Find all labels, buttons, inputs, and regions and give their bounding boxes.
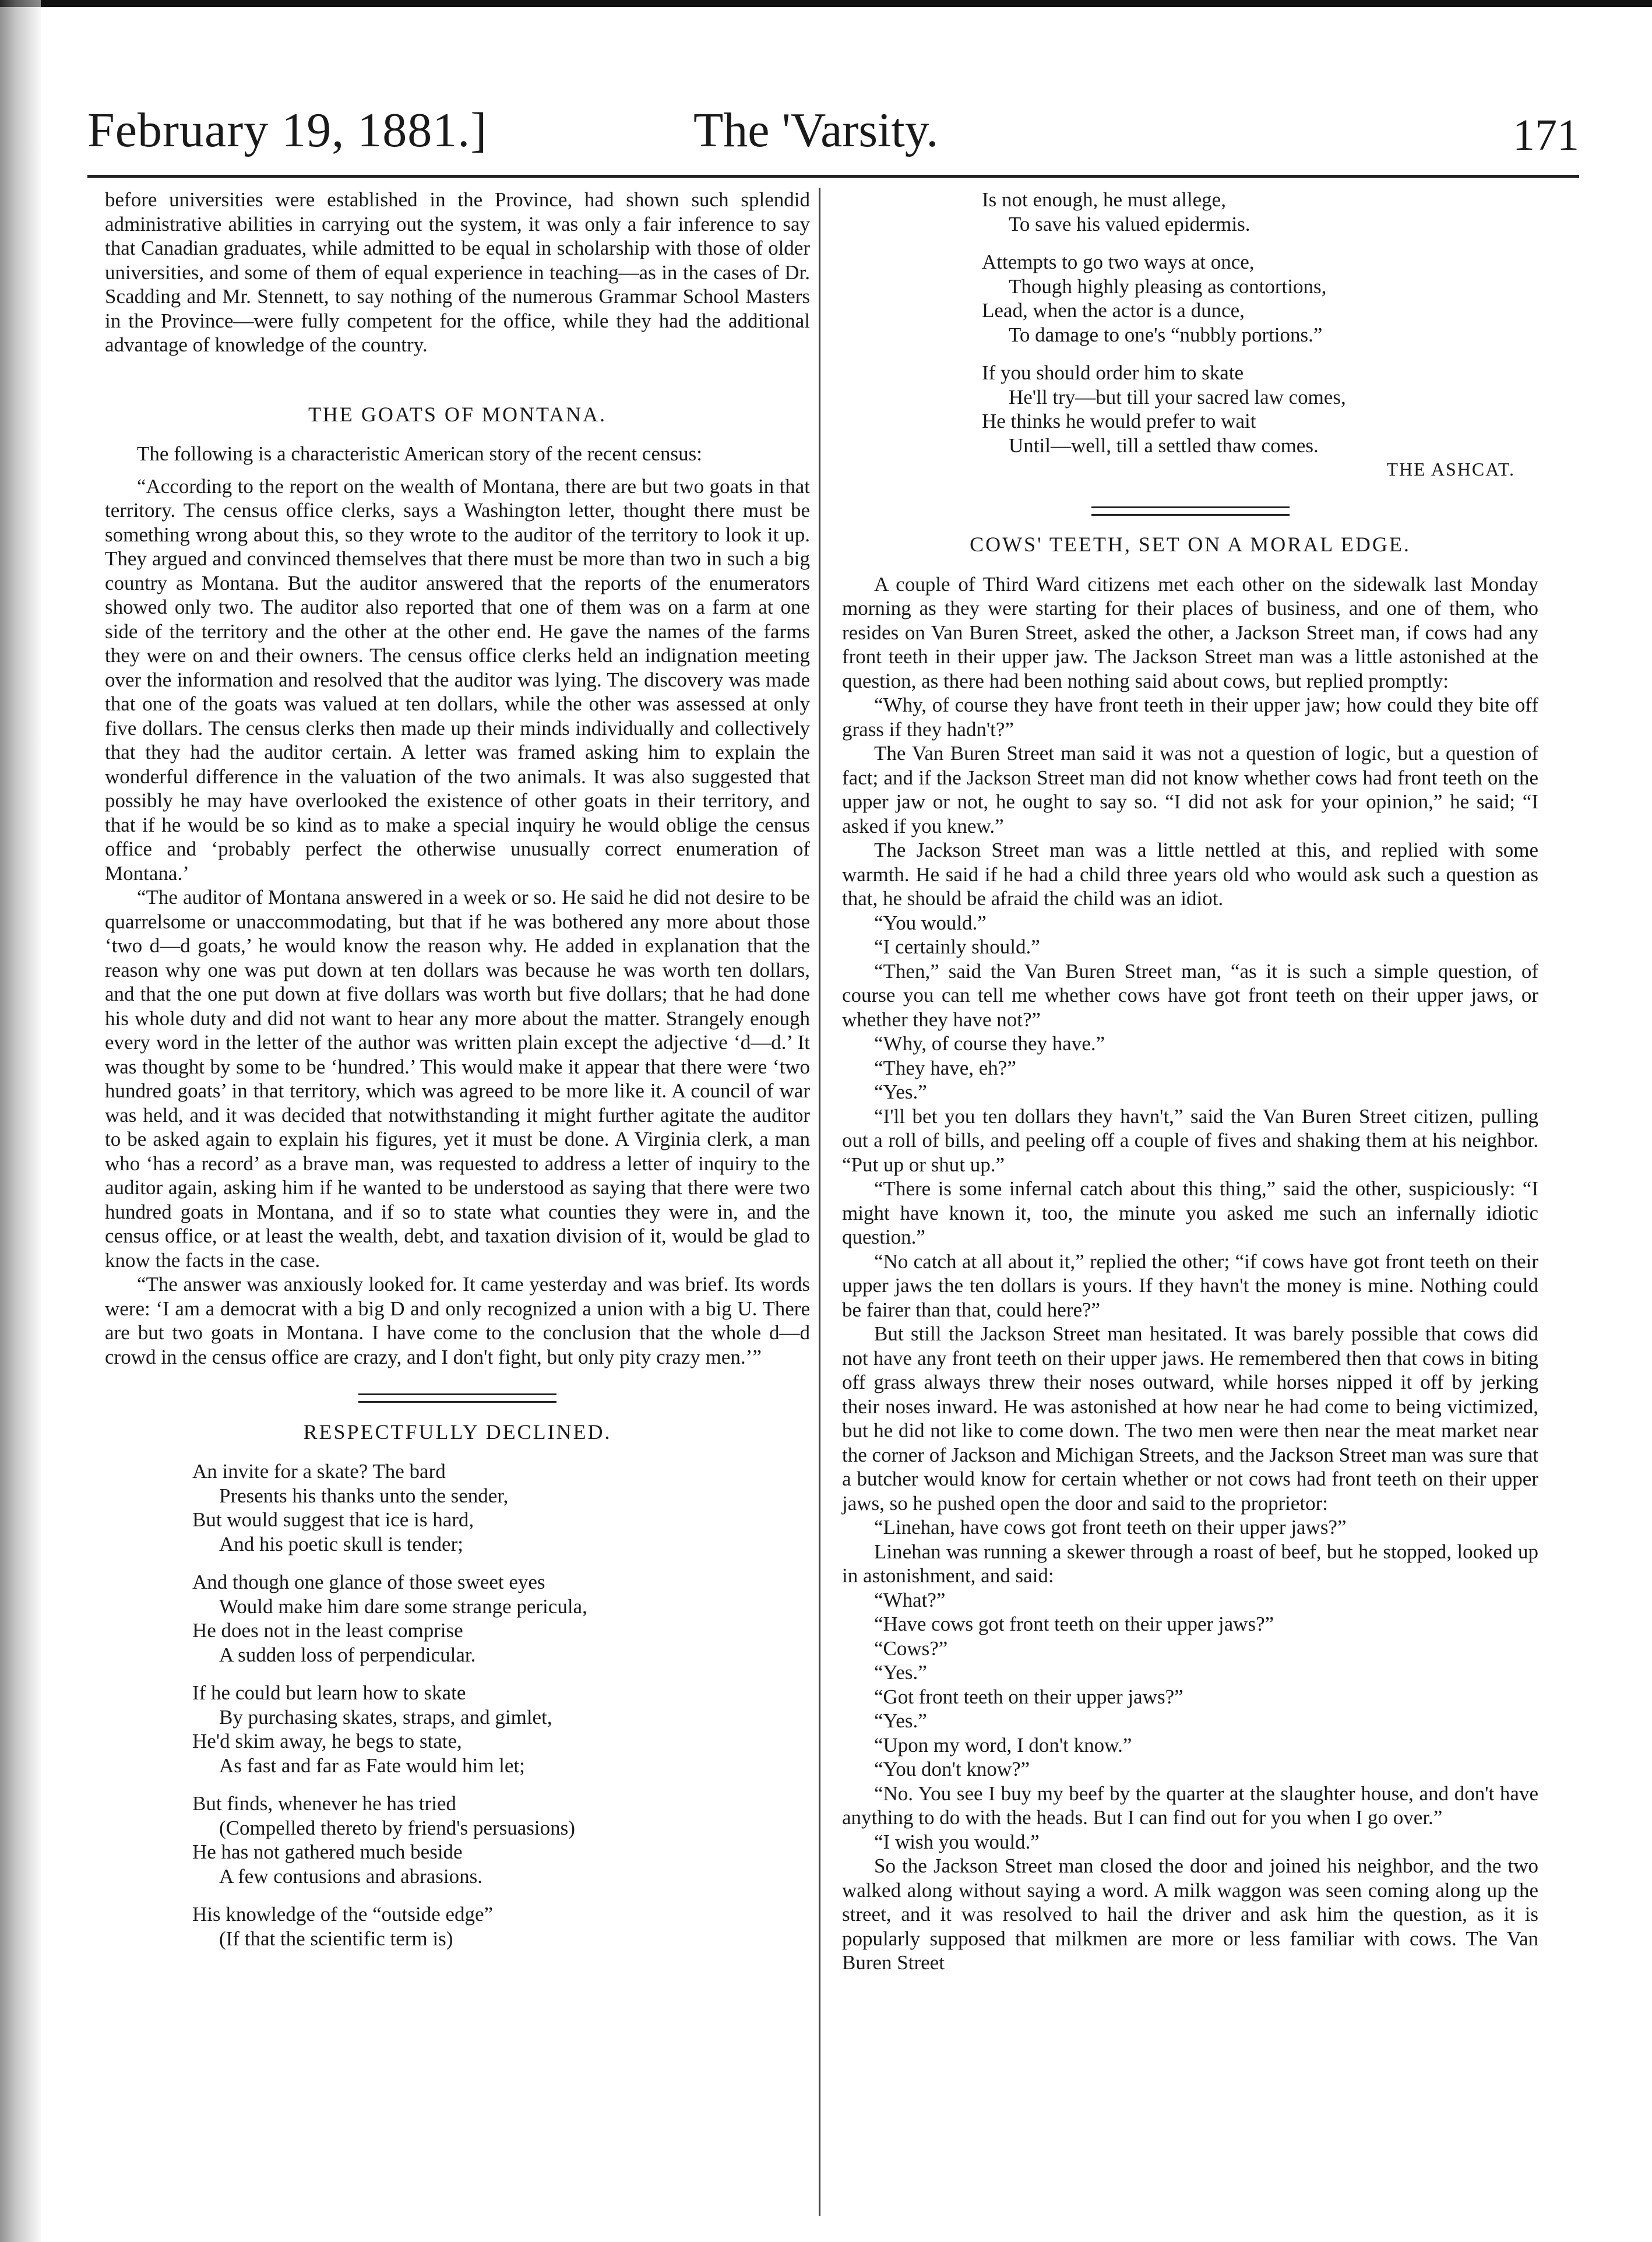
header-rule — [87, 175, 1579, 178]
poem-line: An invite for a skate? The bard — [192, 1460, 446, 1483]
article-paragraph: But still the Jackson Street man hesitated. It was barely possible that cows did not have any front teeth on their upper jaws. He remembered then that cows in biting off grass always threw their noses outward, while horses nipped it off by jerking their noses inward. He was astonished at how near he had come to being victimized, but he did not like to come down. The two men were then near the meat market near the corner of Jackson and Michigan Streets, and the Jackson Street man was sure that a butcher would know for certain whether or not cows had front teeth on their upper jaws, so he pushed open the door and said to the proprietor: — [842, 1322, 1538, 1515]
poem-line: (If that the scientific term is) — [219, 1927, 453, 1950]
poem-line: He'd skim away, he begs to state, — [192, 1730, 462, 1752]
poem-line: Until—well, till a settled thaw comes. — [1009, 434, 1319, 457]
article-paragraph: So the Jackson Street man closed the door and joined his neighbor, and the two walked along without saying a word. A milk waggon was seen coming along up the street, and it was resolved to hail the driver and ask him the question, as it is popularly supposed that milkmen are more or less familiar with cows. The Van Buren Street — [842, 1854, 1538, 1974]
article-paragraph: “You don't know?” — [874, 1758, 1030, 1780]
poem-line: Attempts to go two ways at once, — [982, 251, 1255, 273]
poem-line: Though highly pleasing as contortions, — [1009, 274, 1327, 298]
article-paragraph: The Van Buren Street man said it was not a question of logic, but a question of fact; and if the Jackson Street man did not know whether cows had front teeth on the upper jaw or not, he ought to say so. “I did not ask for your opinion,” he said; “I asked if you knew.” — [842, 742, 1538, 837]
column-divider — [819, 188, 820, 2216]
poem-stanza — [192, 1902, 810, 1951]
page-header — [87, 102, 1579, 166]
article-paragraph: “I certainly should.” — [874, 935, 1040, 958]
poem-line: But would suggest that ice is hard, — [192, 1508, 474, 1531]
poem-heading: RESPECTFULLY DECLINED. — [303, 1420, 612, 1444]
article-paragraph: “No catch at all about it,” replied the other; “if cows have got front teeth on their upper jaws the ten dollars is yours. If they havn't the money is mine. Nothing could be fairer than that, could here?” — [842, 1250, 1538, 1321]
poem-line: To damage to one's “nubbly portions.” — [1009, 323, 1323, 346]
ornamental-rule — [105, 1384, 810, 1409]
poem-line: If you should order him to skate — [982, 361, 1244, 384]
article-intro: The following is a characteristic American story of the recent census: — [137, 442, 702, 465]
poem-stanza — [982, 250, 1538, 347]
poem-line: He does not in the least comprise — [192, 1619, 463, 1642]
right-column — [842, 188, 1538, 1975]
poem-line: A sudden loss of perpendicular. — [219, 1643, 476, 1666]
continued-paragraph: before universities were established in the Province, had shown such splendid administrative abilities in carrying out the system, it was only a fair inference to say that Canadian graduates, while admitted to be equal in scholarship with those of older universities, and some of them of equal experience in teaching—as in the cases of Dr. Scadding and Mr. Stennett, to say nothing of the numerous Grammar School Masters in the Province—were fully competent for the office, while they had the additional advantage of knowledge of the country. — [105, 188, 810, 356]
article-paragraph: “The auditor of Montana answered in a week or so. He said he did not desire to be quarrelsome or unaccommodating, but that if he was bothered any more about those ‘two d—d goats,’ he would know the reason why. He added in explanation that the reason why one was put down at ten dollars was because he was worth ten dollars, and that the one put down at five dollars was worth but five dollars; that he had done his whole duty and did not want to hear any more about the matter. Strangely enough every word in the letter of the author was written plain except the adjective ‘d—d.’ It was thought by some to be ‘hundred.’ This would make it appear that there were ‘two hundred goats’ in that territory, which was agreed to be more like it. A council of war was held, and it was decided that notwithstanding it might further agitate the auditor to be asked again to explain his figures, yet it must be done. A Virginia clerk, a man who ‘has a record’ as a brave man, was requested to address a letter of inquiry to the auditor again, asking him if he wanted to be understood as saying that there were two hundred goats in Montana, and if so to state what counties they were in, and the census office, or at least the wealth, debt, and taxation division of it, would be glad to know the facts in the case. — [105, 886, 810, 1272]
poem-respectfully-declined — [105, 1459, 810, 1951]
poem-stanza — [982, 188, 1538, 236]
poem-line: Lead, when the actor is a dunce, — [982, 299, 1245, 322]
article-paragraph: “I wish you would.” — [874, 1830, 1040, 1853]
article-paragraph: “Why, of course they have.” — [874, 1032, 1105, 1055]
article-paragraph: “Yes.” — [874, 1080, 927, 1103]
poem-stanza — [192, 1792, 810, 1888]
scan-edge-shadow — [0, 0, 41, 2242]
article-paragraph: “Yes.” — [874, 1709, 927, 1732]
header-date: February 19, 1881.] — [87, 103, 488, 157]
poem-stanza — [192, 1459, 810, 1556]
article-heading-goats: THE GOATS OF MONTANA. — [308, 402, 607, 426]
poem-line: He'll try—but till your sacred law comes, — [1009, 385, 1346, 409]
article-paragraph: “Got front teeth on their upper jaws?” — [874, 1685, 1183, 1708]
article-paragraph: “Have cows got front teeth on their upper jaws?” — [874, 1613, 1274, 1635]
article-paragraph: “Linehan, have cows got front teeth on their upper jaws?” — [874, 1516, 1347, 1539]
article-paragraph: The Jackson Street man was a little nettled at this, and replied with some warmth. He said if he had a child three years old who would ask such a question as that, he should be afraid the child was an idiot. — [842, 839, 1538, 910]
top-border — [0, 0, 1652, 7]
article-paragraph: “I'll bet you ten dollars they havn't,” said the Van Buren Street citizen, pulling out a roll of bills, and peeling off a couple of fives and shaking them at his neighbor. “Put up or shut up.” — [842, 1104, 1538, 1176]
poem-line: (Compelled thereto by friend's persuasions) — [219, 1816, 575, 1839]
poem-signature: THE ASHCAT. — [1386, 459, 1515, 480]
article-paragraph: “Why, of course they have front teeth in their upper jaw; how could they bite off grass if they hadn't?” — [842, 694, 1538, 741]
poem-line: He thinks he would prefer to wait — [982, 410, 1256, 432]
article-paragraph: “You would.” — [874, 911, 987, 934]
article-paragraph: “They have, eh?” — [874, 1056, 1016, 1079]
article-paragraph: “According to the report on the wealth of Montana, there are but two goats in that territory. The census office clerks, says a Washington letter, thought there must be something wrong about this, so they wrote to the auditor of the territory to look it up. They argued and convinced themselves that there must be more than two in such a big country as Montana. But the auditor answered that the reports of the enumerators showed only two. The auditor also reported that one of them was on a farm at one side of the territory and the other at the other end. He gave the names of the farms they were on and their owners. The census office clerks held an indignation meeting over the information and resolved that the auditor was lying. The discovery was made that one of the goats was valued at ten dollars, while the other was assessed at only five dollars. The census clerks then made up their minds individually and collectively that they had the auditor certain. A letter was framed asking him to explain the wonderful difference in the valuation of the two animals. It was also suggested that possibly he may have overlooked the existence of other goats in their territory, and that if he would be so kind as to make a special inquiry he would oblige the census office and ‘probably perfect the otherwise unusually correct enumeration of Montana.’ — [105, 474, 810, 885]
ornamental-rule — [842, 497, 1538, 522]
poem-line: And his poetic skull is tender; — [219, 1532, 463, 1555]
poem-stanza — [192, 1570, 810, 1667]
left-column — [105, 188, 810, 1951]
article-paragraph: “There is some infernal catch about this thing,” said the other, suspiciously: “I might have known it, too, the minute you asked me such an infernally idiotic question.” — [842, 1177, 1538, 1248]
poem-stanza — [982, 361, 1538, 457]
poem-line: As fast and far as Fate would him let; — [219, 1754, 525, 1777]
article-paragraph: “Cows?” — [874, 1636, 948, 1660]
article-heading-cows: COWS' TEETH, SET ON A MORAL EDGE. — [970, 533, 1411, 556]
article-paragraph: “What?” — [874, 1588, 946, 1611]
poem-line: He has not gathered much beside — [192, 1840, 463, 1863]
header-title: The 'Varsity. — [693, 103, 939, 157]
page-number: 171 — [1513, 111, 1579, 160]
poem-line: And though one glance of those sweet eyes — [192, 1571, 545, 1593]
article-paragraph: “The answer was anxiously looked for. It came yesterday and was brief. Its words were: ‘I am a democrat with a big D and only recognized a union with a big U. There are but two goats in Montana. I have come to the conclusion that the whole d—d crowd in the census office are crazy, and I don't fight, but only pity crazy men.’” — [105, 1273, 810, 1368]
article-paragraph: Linehan was running a skewer through a roast of beef, but he stopped, looked up in astonishment, and said: — [842, 1540, 1538, 1587]
article-body-cows — [842, 572, 1538, 1975]
article-paragraph: A couple of Third Ward citizens met each other on the sidewalk last Monday morning as they were starting for their places of business, and one of them, who resides on Van Buren Street, asked the other, a Jackson Street man, if cows had any front teeth in their upper jaw. The Jackson Street man was a little astonished at the question, as there had been nothing said about cows, but replied promptly: — [842, 572, 1538, 692]
poem-line: Would make him dare some strange pericula, — [219, 1595, 587, 1618]
poem-line: His knowledge of the “outside edge” — [192, 1903, 494, 1926]
article-paragraph: “Then,” said the Van Buren Street man, “as it is such a simple question, of course you can tell me whether cows have got front teeth on their upper jaws, or whether they have not?” — [842, 959, 1538, 1031]
article-paragraph: “No. You see I buy my beef by the quarter at the slaughter house, and don't have anything to do with the heads. But I can find out for you when I go over.” — [842, 1782, 1538, 1829]
poem-line: A few contusions and abrasions. — [219, 1864, 483, 1888]
poem-line: To save his valued epidermis. — [1009, 212, 1251, 235]
poem-line: By purchasing skates, straps, and gimlet, — [219, 1705, 552, 1729]
article-paragraph: “Upon my word, I don't know.” — [874, 1733, 1132, 1757]
poem-line: Presents his thanks unto the sender, — [219, 1484, 509, 1507]
poem-line: Is not enough, he must allege, — [982, 188, 1226, 211]
poem-line: But finds, whenever he has tried — [192, 1792, 456, 1815]
article-paragraph: “Yes.” — [874, 1661, 927, 1684]
poem-stanza — [192, 1681, 810, 1778]
poem-line: If he could but learn how to skate — [192, 1681, 466, 1704]
poem-continued — [842, 188, 1538, 457]
